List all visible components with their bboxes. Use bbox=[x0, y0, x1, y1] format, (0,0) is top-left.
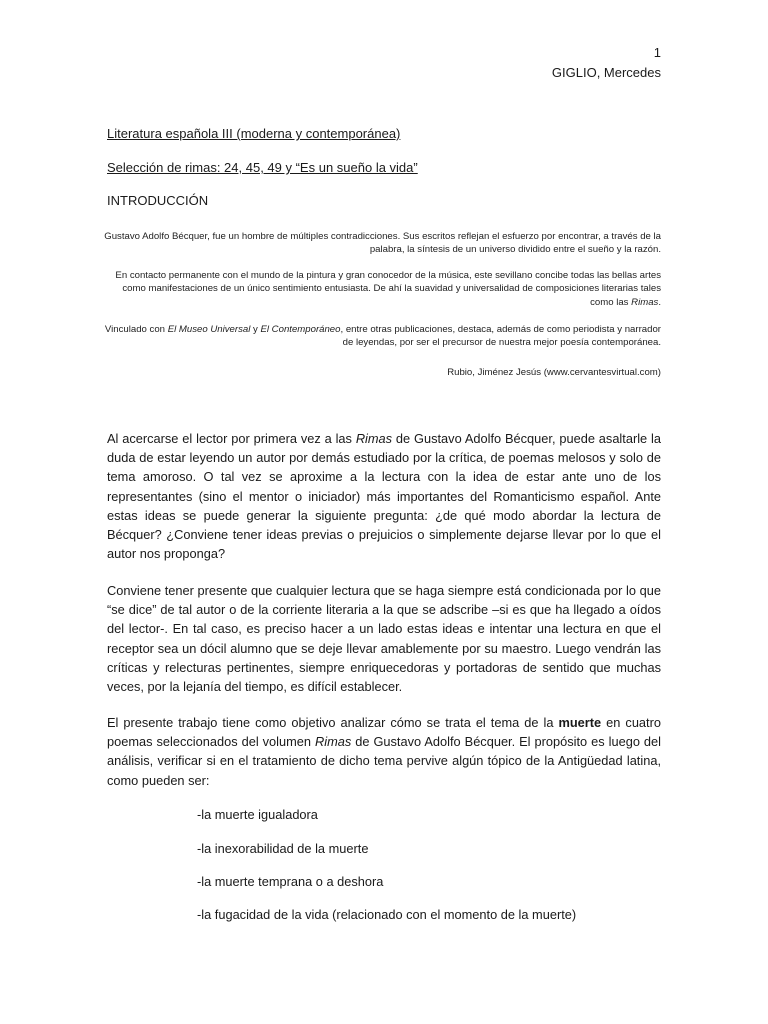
body-p3-middle: en cuatro poemas seleccionados del volumen bbox=[107, 715, 661, 750]
epigraph-p3-text: Vinculado con bbox=[104, 324, 168, 335]
body-p1-italic: Rimas bbox=[355, 431, 393, 446]
body-p3-rest: de Gustavo Adolfo Bécquer. El propósito es luego del análisis, verificar si en el tratamiento de dicho tema pervive algún tópico de la Antigüedad latina, como pueden ser: bbox=[107, 734, 661, 788]
topic-item: -la muerte igualadora bbox=[197, 807, 318, 822]
course-title: Literatura española III (moderna y contemporánea) bbox=[107, 126, 401, 141]
selection-title: Selección de rimas: 24, 45, 49 y “Es un sueño la vida” bbox=[107, 160, 418, 175]
body-p1-text: Al acercarse el lector por primera vez a las bbox=[107, 431, 356, 446]
body-paragraph-1 bbox=[107, 429, 661, 563]
epigraph-paragraph-1: Gustavo Adolfo Bécquer, fue un hombre de múltiples contradicciones. Sus escritos reflejan el esfuerzo por encontrar, a través de la palabra, la síntesis de un universo dividido entre el sueño y la razón. bbox=[104, 231, 661, 256]
section-heading: INTRODUCCIÓN bbox=[107, 193, 209, 208]
epigraph-source: Rubio, Jiménez Jesús (www.cervantesvirtual.com) bbox=[447, 367, 661, 378]
body-paragraph-2: Conviene tener presente que cualquier lectura que se haga siempre está condicionada por lo que “se dice” de tal autor o de la corriente literaria a la que se adscribe –si es que ha llegado a oídos del lector-. En tal caso, es preciso hacer a un lado estas ideas e intentar una lectura en que el receptor sea un dócil alumno que se deje llevar amablemente por su maestro. Luego vendrán las críticas y relecturas pertinentes, siempre enriquecedoras y portadoras de sentido que muchas veces, por la lejanía del tiempo, es difícil establecer. bbox=[107, 583, 661, 695]
body-p3-bold: muerte bbox=[558, 715, 602, 730]
epigraph-paragraph-3 bbox=[101, 323, 661, 350]
author-name: GIGLIO, Mercedes bbox=[551, 65, 661, 80]
epigraph-p3-conj: y bbox=[250, 324, 261, 335]
topic-item: -la inexorabilidad de la muerte bbox=[197, 841, 369, 856]
body-paragraph-3 bbox=[107, 713, 661, 790]
topic-item: -la muerte temprana o a deshora bbox=[197, 874, 384, 889]
body-p3-text: El presente trabajo tiene como objetivo analizar cómo se trata el tema de la bbox=[107, 715, 559, 730]
epigraph-p2-italic: Rimas bbox=[631, 296, 659, 308]
epigraph-p3-italic-1: El Museo Universal bbox=[167, 324, 251, 335]
epigraph-p2-end: . bbox=[658, 296, 661, 308]
epigraph-p3-rest: , entre otras publicaciones, destaca, además de como periodista y narrador de leyendas, por ser el precursor de nuestra mejor poesía contemporánea. bbox=[340, 324, 661, 349]
topic-item: -la fugacidad de la vida (relacionado con el momento de la muerte) bbox=[197, 907, 577, 922]
body-p3-italic: Rimas bbox=[315, 734, 352, 750]
epigraph-paragraph-2 bbox=[101, 269, 661, 309]
body-p1-rest: de Gustavo Adolfo Bécquer, puede asaltarle la duda de estar leyendo un autor por demás estudiado por la crítica, de poemas melosos y solo de tema amoroso. O tal vez se aproxime a la lectura con la idea de estar ante uno de los representantes (sino el mentor o iniciador) más importantes del Romanticismo español. Ante estas ideas se puede generar la siguiente pregunta: ¿de qué modo abordar la lectura de Bécquer? ¿Conviene tener ideas previas o prejuicios o simplemente dejarse llevar por lo que el autor nos proponga? bbox=[107, 431, 661, 562]
epigraph-p2-text: En contacto permanente con el mundo de la pintura y gran conocedor de la música, este sevillano concibe todas las bellas artes como manifestaciones de un único sentimiento entusiasta. De ahí la suavidad y universalidad de composiciones literarias tales como las bbox=[115, 270, 661, 308]
page-number: 1 bbox=[653, 45, 661, 60]
epigraph-p3-italic-2: El Contemporáneo bbox=[260, 324, 341, 335]
